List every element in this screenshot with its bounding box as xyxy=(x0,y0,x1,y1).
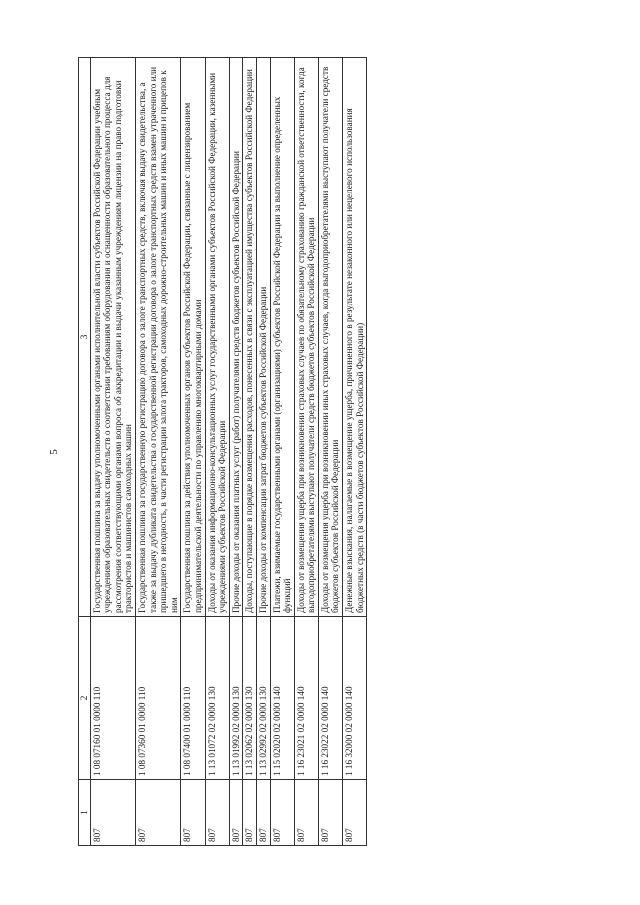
description-cell: Платежи, взимаемые государственными органами (организациями) субъектов Российской Федерации за выполнение определенных функций xyxy=(270,58,294,617)
admin-code-cell: 807 xyxy=(90,780,135,846)
description-cell: Государственная пошлина за государственную регистрацию договора о залоге транспортных средств, включая выдачу свидетельства, а также за выдачу дубликата свидетельства о государственной регистрации договора о залоге транспортных средств взамен утраченного или пришедшего в негодность, в части регистрации залога тракторов, самоходных дорожно-строительных машин и иных машин и прицепов к ним xyxy=(135,58,180,617)
table-row xyxy=(294,58,318,846)
table-body xyxy=(90,58,367,846)
table-row xyxy=(343,58,367,846)
table-row xyxy=(243,58,257,846)
admin-code-cell: 807 xyxy=(294,780,318,846)
revenue-code-cell: 1 16 32000 02 0000 140 xyxy=(343,617,367,780)
admin-code-cell: 807 xyxy=(243,780,257,846)
table-row xyxy=(229,58,243,846)
admin-code-cell: 807 xyxy=(205,780,229,846)
revenue-code-cell: 1 16 23022 02 0000 140 xyxy=(318,617,342,780)
table-row xyxy=(256,58,270,846)
column-header-1: 1 xyxy=(79,780,91,846)
table-row xyxy=(270,58,294,846)
revenue-code-cell: 1 13 01072 02 0000 130 xyxy=(205,617,229,780)
page-number: 5 xyxy=(48,449,60,455)
revenue-code-cell: 1 08 07160 01 0000 110 xyxy=(90,617,135,780)
table-row xyxy=(135,58,180,846)
admin-code-cell: 807 xyxy=(229,780,243,846)
admin-code-cell: 807 xyxy=(270,780,294,846)
revenue-code-cell: 1 08 07400 01 0000 110 xyxy=(181,617,205,780)
admin-code-cell: 807 xyxy=(343,780,367,846)
column-header-2: 2 xyxy=(79,617,91,780)
description-cell: Государственная пошлина за действия уполномоченных органов субъектов Российской Федерации, связанные с лицензированием предпринимательской деятельности по управлению многоквартирными домами xyxy=(181,58,205,617)
description-cell: Доходы от оказания информационно-консультационных услуг государственными органами субъектов Российской Федерации, казенными учреждениями субъектов Российской Федерации xyxy=(205,58,229,617)
revenue-code-cell: 1 13 02062 02 0000 130 xyxy=(243,617,257,780)
revenue-code-cell: 1 13 02992 02 0000 130 xyxy=(256,617,270,780)
revenue-code-cell: 1 08 07360 01 0000 110 xyxy=(135,617,180,780)
description-cell: Доходы, поступающие в порядке возмещения расходов, понесенных в связи с эксплуатацией имущества субъектов Российской Федерации xyxy=(243,58,257,617)
table-row xyxy=(205,58,229,846)
table-row xyxy=(181,58,205,846)
description-cell: Денежные взыскания, налагаемые в возмещение ущерба, причиненного в результате незаконного или нецелевого использования бюджетных средств (в части бюджетов субъектов Российской Федерации) xyxy=(343,58,367,617)
table-row xyxy=(90,58,135,846)
revenue-code-cell: 1 13 01992 02 0000 130 xyxy=(229,617,243,780)
description-cell: Доходы от возмещения ущерба при возникновении страховых случаев по обязательному страхованию гражданской ответственности, когда выгодоприобретателями выступают получатели средств бюджетов субъектов Российской Федерации xyxy=(294,58,318,617)
table-row xyxy=(318,58,342,846)
rotated-page xyxy=(48,58,558,846)
admin-code-cell: 807 xyxy=(256,780,270,846)
revenue-code-cell: 1 16 23021 02 0000 140 xyxy=(294,617,318,780)
admin-code-cell: 807 xyxy=(181,780,205,846)
revenue-codes-table xyxy=(78,57,367,846)
admin-code-cell: 807 xyxy=(318,780,342,846)
column-header-3: 3 xyxy=(79,58,91,617)
description-cell: Доходы от возмещения ущерба при возникновении иных страховых случаев, когда выгодоприобретателями выступают получатели средств бюджетов субъектов Российской Федерации xyxy=(318,58,342,617)
table-header-row xyxy=(79,58,91,846)
description-cell: Государственная пошлина за выдачу уполномоченными органами исполнительной власти субъектов Российской Федерации учебным учреждениям образовательных свидетельств о соответствии требованиям оборудования и оснащенности образовательного процесса для рассмотрения соответствующими органами вопроса об аккредитации и выдачи указанным учреждениям лицензии на право подготовки трактористов и машинистов самоходных машин xyxy=(90,58,135,617)
revenue-code-cell: 1 15 02020 02 0000 140 xyxy=(270,617,294,780)
description-cell: Прочие доходы от оказания платных услуг (работ) получателями средств бюджетов субъектов Российской Федерации xyxy=(229,58,243,617)
description-cell: Прочие доходы от компенсации затрат бюджетов субъектов Российской Федерации xyxy=(256,58,270,617)
admin-code-cell: 807 xyxy=(135,780,180,846)
